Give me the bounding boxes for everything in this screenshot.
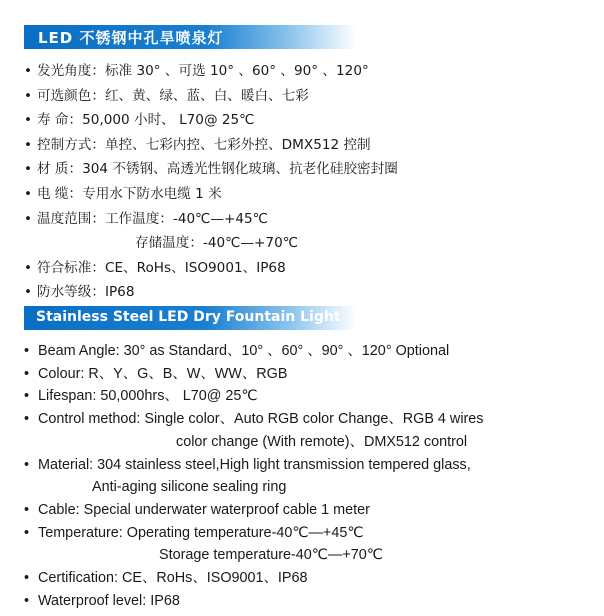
bullet-icon: • <box>24 501 30 518</box>
chinese-title-bar <box>24 25 356 49</box>
spec-item-temperature: • 温度范围：工作温度：-40℃—+45℃ 存储温度：-40℃—+70℃ <box>24 207 594 256</box>
spec-item-cable: • 电 缆：专用水下防水电缆 1 米 <box>24 182 594 207</box>
bullet-icon: • <box>24 592 30 609</box>
spec-item-control: • Control method: Single color、Auto RGB color Change、RGB 4 wires color change (With remote)、DMX512 control <box>24 408 594 453</box>
spec-item-material: • Material: 304 stainless steel,High light transmission tempered glass, Anti-aging silicone sealing ring <box>24 454 594 499</box>
bullet-icon: • <box>24 284 33 301</box>
english-title: Stainless Steel LED Dry Fountain Light <box>36 309 341 325</box>
bullet-icon: • <box>24 161 33 178</box>
bullet-icon: • <box>24 87 33 104</box>
bullet-icon: • <box>24 411 30 428</box>
spec-item-temperature-storage: Storage temperature-40℃—+70℃ <box>159 547 383 564</box>
bullet-icon: • <box>24 185 33 202</box>
spec-item-colour: • 可选颜色：红、黄、绿、蓝、白、暖白、七彩 <box>24 84 594 109</box>
spec-item-beam-angle: • Beam Angle: 30° as Standard、10° 、60° 、90° 、120° Optional <box>24 340 594 363</box>
spec-item-lifespan: • Lifespan: 50,000hrs、 L70@ 25℃ <box>24 385 594 408</box>
spec-item-colour: • Colour: R、Y、G、B、W、WW、RGB <box>24 363 594 386</box>
bullet-icon: • <box>24 570 30 587</box>
bullet-icon: • <box>24 210 33 227</box>
spec-item-material: • 材 质：304 不锈钢、高透光性钢化玻璃、抗老化硅胶密封圈 <box>24 157 594 182</box>
english-spec-list <box>24 340 594 612</box>
bullet-icon: • <box>24 136 33 153</box>
bullet-icon: • <box>24 388 30 405</box>
bullet-icon: • <box>24 524 30 541</box>
bullet-icon: • <box>24 456 30 473</box>
bullet-icon: • <box>24 343 30 359</box>
spec-item-certification: • Certification: CE、RoHs、ISO9001、IP68 <box>24 567 594 590</box>
english-title-bar <box>24 306 356 330</box>
spec-item-certification: • 符合标准：CE、RoHs、ISO9001、IP68 <box>24 256 594 281</box>
spec-item-temperature-storage: 存储温度：-40℃—+70℃ <box>135 235 298 252</box>
english-spec-section <box>24 306 594 612</box>
spec-item-lifespan: • 寿 命：50,000 小时、 L70@ 25℃ <box>24 108 594 133</box>
chinese-title: LED 不锈钢中孔旱喷泉灯 <box>38 29 224 47</box>
spec-item-waterproof: • Waterproof level: IP68 <box>24 590 594 613</box>
bullet-icon: • <box>24 365 30 382</box>
spec-item-control-continued: color change (With remote)、DMX512 control <box>176 433 468 450</box>
spec-item-beam-angle: • 发光角度：标准 30° 、可选 10° 、60° 、90° 、120° <box>24 59 594 84</box>
spec-item-control: • 控制方式：单控、七彩内控、七彩外控、DMX512 控制 <box>24 133 594 158</box>
spec-item-temperature: • Temperature: Operating temperature-40℃—+45℃ Storage temperature-40℃—+70℃ <box>24 522 594 567</box>
chinese-spec-section <box>24 25 594 305</box>
bullet-icon: • <box>24 63 33 79</box>
bullet-icon: • <box>24 259 33 276</box>
chinese-spec-list <box>24 59 594 305</box>
bullet-icon: • <box>24 112 33 129</box>
spec-item-material-continued: Anti-aging silicone sealing ring <box>92 479 287 496</box>
spec-item-cable: • Cable: Special underwater waterproof cable 1 meter <box>24 499 594 522</box>
spec-item-waterproof: • 防水等级：IP68 <box>24 280 594 305</box>
